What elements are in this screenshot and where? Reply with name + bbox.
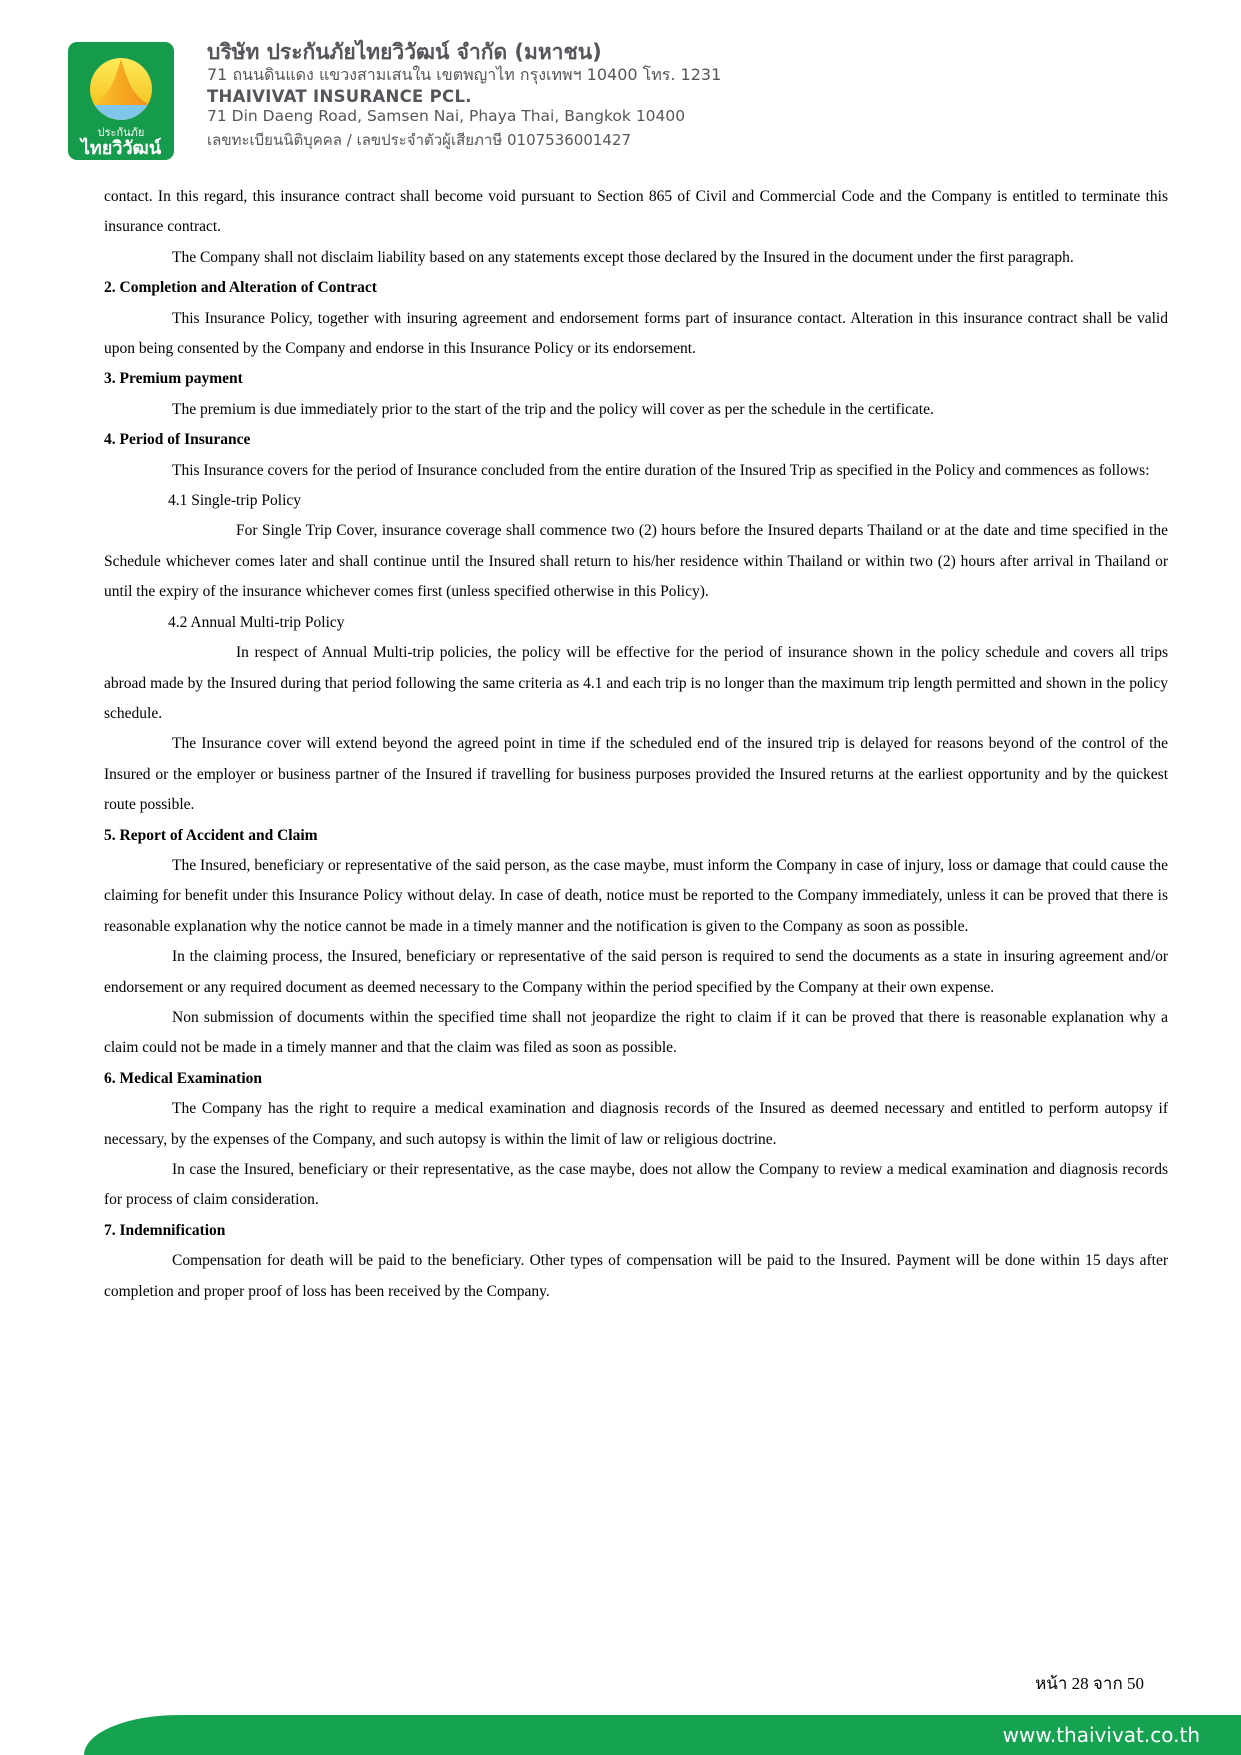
logo-tagline-small: ประกันภัย — [97, 126, 145, 139]
company-name-thai: บริษัท ประกันภัยไทยวิวัฒน์ จำกัด (มหาชน) — [207, 40, 602, 64]
thaivivat-logo-icon — [68, 42, 174, 160]
paragraph: Non submission of documents within the specified time shall not jeopardize the right to claim if it can be proved that there is reasonable explanation why a claim could not be made in a timely manner and that the claim was filed as soon as possible. — [104, 1008, 1168, 1057]
paragraph: The Insured, beneficiary or representative of the said person, as the case maybe, must inform the Company in case of injury, loss or damage that could cause the claiming for benefit under this Insurance Policy without delay. In case of death, notice must be reported to the Company immediately, unless it can be proved that there is reasonable explanation why the notice cannot be made in a timely manner and the notification is given to the Company as soon as possible. — [104, 856, 1168, 935]
paragraph-continuation: contact. In this regard, this insurance contract shall become void pursuant to Section 865 of Civil and Commercial Code and the Company is entitled to terminate this insurance contract. — [104, 188, 1168, 236]
paragraph: In case the Insured, beneficiary or their representative, as the case maybe, does not allow the Company to review a medical examination and diagnosis records for process of claim consideration. — [104, 1161, 1168, 1209]
policy-text-body — [104, 182, 1168, 1307]
paragraph: The Insurance cover will extend beyond the agreed point in time if the scheduled end of the insured trip is delayed for reasons beyond of the control of the Insured or the employer or business partner of the Insured if travelling for business purposes provided the Insured returns at the earliest opportunity and by the quickest route possible. — [104, 735, 1168, 814]
paragraph: This Insurance Policy, together with insuring agreement and endorsement forms part of insurance contact. Alteration in this insurance contract shall be valid upon being consented by the Company and endorse in this Insurance Policy or its endorsement. — [104, 309, 1168, 358]
subsection-heading: 4.1 Single-trip Policy — [168, 492, 302, 510]
paragraph: The Company shall not disclaim liability based on any statements except those declared by the Insured in the document under the first paragraph. — [172, 248, 1074, 266]
page-number-label: หน้า 28 จาก 50 — [1035, 1674, 1144, 1693]
section-heading: 3. Premium payment — [104, 370, 243, 388]
sub-paragraph: In respect of Annual Multi-trip policies, the policy will be effective for the period of insurance shown in the policy schedule and covers all trips abroad made by the Insured during that period following the same criteria as 4.1 and each trip is no longer than the maximum trip length permitted and shown in the policy schedule. — [104, 644, 1168, 722]
paragraph: In the claiming process, the Insured, beneficiary or representative of the said person is required to send the documents as a state in insuring agreement and/or endorsement or any required document as deemed necessary to the Company within the period specified by the Company at their own expense. — [104, 948, 1168, 996]
section-heading: 5. Report of Accident and Claim — [104, 826, 318, 844]
footer-green-bar — [84, 1715, 1241, 1755]
section-heading: 4. Period of Insurance — [104, 431, 251, 449]
paragraph: This Insurance covers for the period of Insurance concluded from the entire duration of the Insured Trip as specified in the Policy and commences as follows: — [172, 461, 1150, 479]
section-heading: 7. Indemnification — [104, 1221, 226, 1239]
website-url: www.thaivivat.co.th — [1002, 1723, 1200, 1747]
paragraph: The Company has the right to require a medical examination and diagnosis records of the Insured as deemed necessary and entitled to perform autopsy if necessary, by the expenses of the Company, and such autopsy is within the limit of law or religious doctrine. — [104, 1100, 1168, 1148]
paragraph: Compensation for death will be paid to the beneficiary. Other types of compensation will be paid to the Insured. Payment will be done within 15 days after completion and proper proof of loss has been received by the Company. — [104, 1252, 1168, 1300]
paragraph: The premium is due immediately prior to the start of the trip and the policy will cover as per the schedule in the certificate. — [172, 400, 934, 418]
section-heading: 2. Completion and Alteration of Contract — [104, 279, 377, 297]
company-registration-number: เลขทะเบียนนิติบุคคล / เลขประจำตัวผู้เสียภาษี 0107536001427 — [207, 131, 632, 149]
company-address-english: 71 Din Daeng Road, Samsen Nai, Phaya Thai, Bangkok 10400 — [207, 107, 686, 125]
subsection-heading: 4.2 Annual Multi-trip Policy — [168, 613, 345, 631]
section-heading: 6. Medical Examination — [104, 1069, 263, 1087]
company-address-thai: 71 ถนนดินแดง แขวงสามเสนใน เขตพญาไท กรุงเทพฯ 10400 โทร. 1231 — [207, 65, 722, 84]
logo-tagline-large: ไทยวิวัฒน์ — [80, 138, 162, 159]
sub-paragraph: For Single Trip Cover, insurance coverage shall commence two (2) hours before the Insured departs Thailand or at the date and time specified in the Schedule whichever comes later and shall continue until the Insured shall return to his/her residence within Thailand or within two (2) hours after arrival in Thailand or until the expiry of the insurance whichever comes first (unless specified otherwise in this Policy). — [104, 522, 1168, 601]
company-name-english: THAIVIVAT INSURANCE PCL. — [207, 87, 472, 106]
